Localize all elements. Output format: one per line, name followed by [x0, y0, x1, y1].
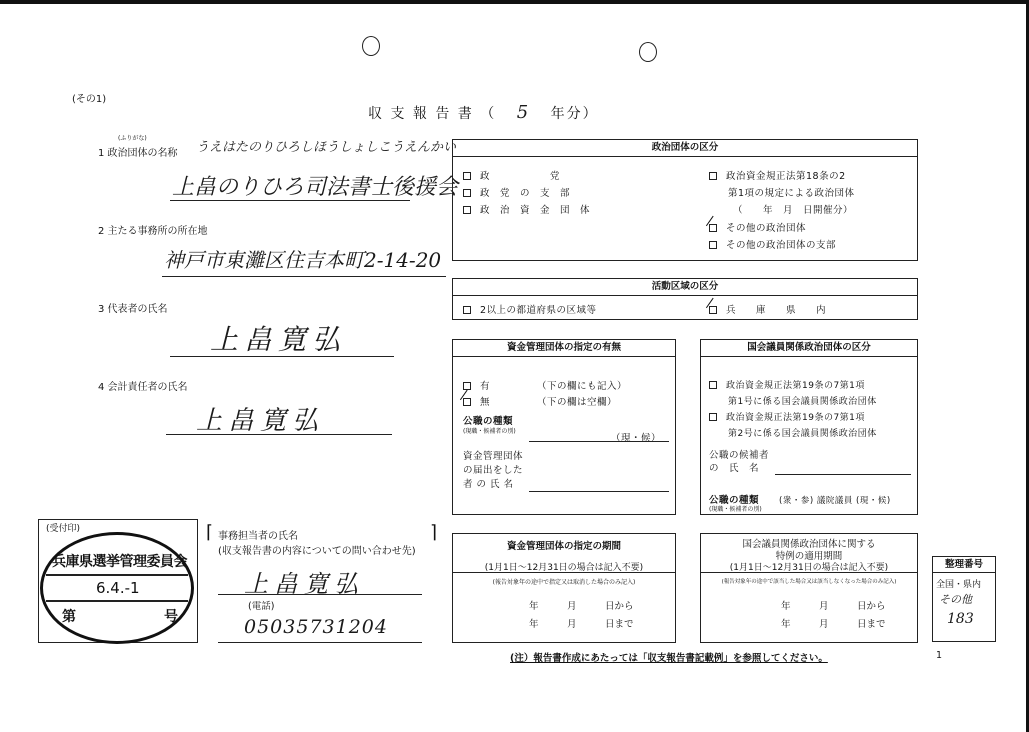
top-border: [0, 0, 1029, 4]
notifier-label-3: 者 の 氏 名: [463, 479, 514, 490]
period-divider: [453, 572, 675, 573]
special-period-title-1: 国会議員関係政治団体に関する: [742, 539, 876, 550]
seal-date: 6.4.-1: [96, 579, 140, 597]
page-title: [368, 102, 599, 123]
org-type-other-branch[interactable]: その他の政治団体の支部: [709, 237, 836, 251]
special-period-sub: (1月1日〜12月31日の場合は記入不要): [729, 563, 889, 573]
office-address-underline: [162, 276, 446, 277]
diet-kind-label: 公職の種類: [709, 495, 760, 506]
contact-tel: 05035731204: [244, 616, 388, 638]
designation-yes[interactable]: 有: [463, 378, 490, 392]
checkbox-icon[interactable]: [709, 381, 717, 389]
punch-hole-mark: [362, 36, 380, 56]
designation-period-sub: (1月1日〜12月31日の場合は記入不要): [484, 563, 644, 573]
representative-value: 上畠寛弘: [210, 323, 347, 356]
title-main: 収 支 報 告 書 （: [368, 106, 497, 122]
org-name-furigana: うえはたのりひろしほうしょしこうえんかい: [196, 140, 457, 155]
seal-divider: [46, 574, 188, 576]
contact-name-line: [218, 594, 422, 595]
designation-period-note: (報告対象年の途中で指定又は取消した場合のみ記入): [492, 579, 636, 586]
designation-no[interactable]: 無: [463, 394, 490, 408]
contact-bracket-right: ⌉: [430, 522, 438, 543]
area-hyogo[interactable]: 兵 庫 県 内: [709, 302, 826, 316]
reference-value: 183: [947, 611, 974, 627]
checkbox-icon[interactable]: [463, 306, 471, 314]
contact-tel-line: [218, 642, 422, 643]
checkbox-icon[interactable]: [463, 206, 471, 214]
checked-checkbox-icon[interactable]: [709, 306, 717, 314]
designation-period-title: 資金管理団体の指定の期間: [506, 541, 621, 552]
diet-option-2-line2: 第2号に係る国会議員関係政治団体: [728, 429, 877, 439]
special-period-from: 年 月 日から: [781, 601, 886, 612]
checked-checkbox-icon[interactable]: [709, 224, 717, 232]
representative-underline: [170, 356, 394, 357]
contact-name: 上畠寛弘: [244, 570, 364, 598]
diet-option-2[interactable]: 政治資金規正法第19条の7第1項: [709, 410, 865, 423]
reference-number-box: [932, 556, 996, 642]
contact-label: 事務担当者の氏名: [218, 531, 298, 542]
diet-option-1-line2: 第1号に係る国会議員関係政治団体: [728, 397, 877, 407]
seal-go: 号: [164, 609, 178, 625]
title-year: 5: [516, 102, 531, 123]
org-type-art18[interactable]: 政治資金規正法第18条の2: [709, 168, 846, 182]
footnote: (注）報告書作成にあたっては「収支報告書記載例」を参照してください。: [510, 653, 828, 664]
checked-checkbox-icon[interactable]: [463, 398, 471, 406]
designation-period-box: [452, 533, 676, 643]
special-period-title-2: 特例の適用期間: [775, 551, 843, 562]
representative-label: 3 代表者の氏名: [98, 304, 168, 315]
checkbox-icon[interactable]: [463, 189, 471, 197]
seal-divider: [46, 600, 188, 602]
org-type-art18-date: （ 年 月 日開催分）: [733, 205, 854, 216]
accountant-label: 4 会計責任者の氏名: [98, 382, 188, 393]
diet-kind-value: (衆・参) 議院議員 (現・候): [779, 496, 891, 506]
candidate-label-2: の 氏 名: [709, 463, 760, 474]
seal-dai: 第: [62, 609, 76, 625]
designation-period-from: 年 月 日から: [529, 601, 634, 612]
org-type-fund-org[interactable]: 政 治 資 金 団 体: [463, 202, 590, 216]
activity-area-title: 活動区域の区分: [453, 279, 917, 296]
special-period-note: (報告対象年の途中で該当した場合又は該当しなくなった場合のみ記入): [721, 579, 897, 585]
special-period-box: [700, 533, 918, 643]
reference-number-title: 整理番号: [933, 557, 995, 573]
public-office-kind-label: 公職の種類: [463, 416, 514, 427]
reference-other: その他: [939, 593, 972, 606]
punch-hole-mark: [639, 42, 657, 62]
page-number: 1: [936, 650, 943, 661]
checkbox-icon[interactable]: [709, 241, 717, 249]
area-multi-prefecture[interactable]: 2以上の都道府県の区域等: [463, 302, 597, 316]
org-name-value: 上畠のりひろ司法書士後援会: [172, 175, 459, 200]
fund-designation-title: 資金管理団体の指定の有無: [453, 340, 675, 357]
accountant-underline: [166, 434, 392, 435]
contact-tel-label: (電話): [248, 601, 275, 612]
office-address-value: 神戸市東灘区住吉本町2-14-20: [164, 248, 442, 272]
office-address-label: 2 主たる事務所の所在地: [98, 226, 208, 237]
special-period-divider: [701, 572, 917, 573]
org-type-art18-line2: 第1項の規定による政治団体: [728, 188, 855, 199]
fund-designation-box: [452, 339, 676, 515]
special-period-to: 年 月 日まで: [781, 619, 886, 630]
org-type-box: [452, 139, 918, 261]
receipt-stamp-label: (受付印): [44, 521, 82, 534]
diet-kind-sub: (現職・候補者の別): [709, 506, 762, 513]
checkbox-icon[interactable]: [709, 172, 717, 180]
org-name-label: 1 政治団体の名称: [98, 148, 178, 159]
candidate-label-1: 公職の候補者: [709, 450, 770, 461]
public-office-kind-sub: (現職・候補者の別): [463, 428, 516, 435]
checkbox-icon[interactable]: [709, 413, 717, 421]
notifier-label-2: の届出をした: [463, 465, 524, 476]
public-office-kind-line: [529, 441, 669, 442]
contact-sub: (収支報告書の内容についての問い合わせ先): [218, 546, 416, 557]
designation-yes-note: （下の欄にも記入）: [537, 381, 628, 392]
diet-member-org-title: 国会議員関係政治団体の区分: [701, 340, 917, 357]
diet-member-org-box: [700, 339, 918, 515]
reference-scope: 全国・県内: [936, 580, 982, 590]
org-type-other[interactable]: その他の政治団体: [709, 220, 806, 234]
public-office-genkou: （現・候）: [611, 433, 662, 444]
checkbox-icon[interactable]: [463, 382, 471, 390]
diet-option-1[interactable]: 政治資金規正法第19条の7第1項: [709, 378, 865, 391]
candidate-name-line: [775, 474, 911, 475]
designation-no-note: （下の欄は空欄）: [537, 397, 618, 408]
title-suffix: 年分）: [550, 106, 599, 122]
notifier-label-1: 資金管理団体: [463, 451, 524, 462]
accountant-value: 上畠寛弘: [196, 406, 325, 436]
designation-period-to: 年 月 日まで: [529, 619, 634, 630]
notifier-name-line: [529, 491, 669, 492]
org-type-title: 政治団体の区分: [453, 140, 917, 157]
org-type-party-branch[interactable]: 政 党 の 支 部: [463, 185, 570, 199]
checkbox-icon[interactable]: [463, 172, 471, 180]
activity-area-box: [452, 278, 918, 320]
org-type-party[interactable]: 政 党: [463, 168, 560, 182]
furigana-label: (ふりがな): [118, 135, 147, 142]
seal-committee: 兵庫県選挙管理委員会: [52, 554, 187, 570]
sheet-number: (その1): [72, 94, 107, 105]
org-name-underline: [170, 200, 410, 201]
contact-bracket-left: ⌈: [206, 522, 214, 543]
